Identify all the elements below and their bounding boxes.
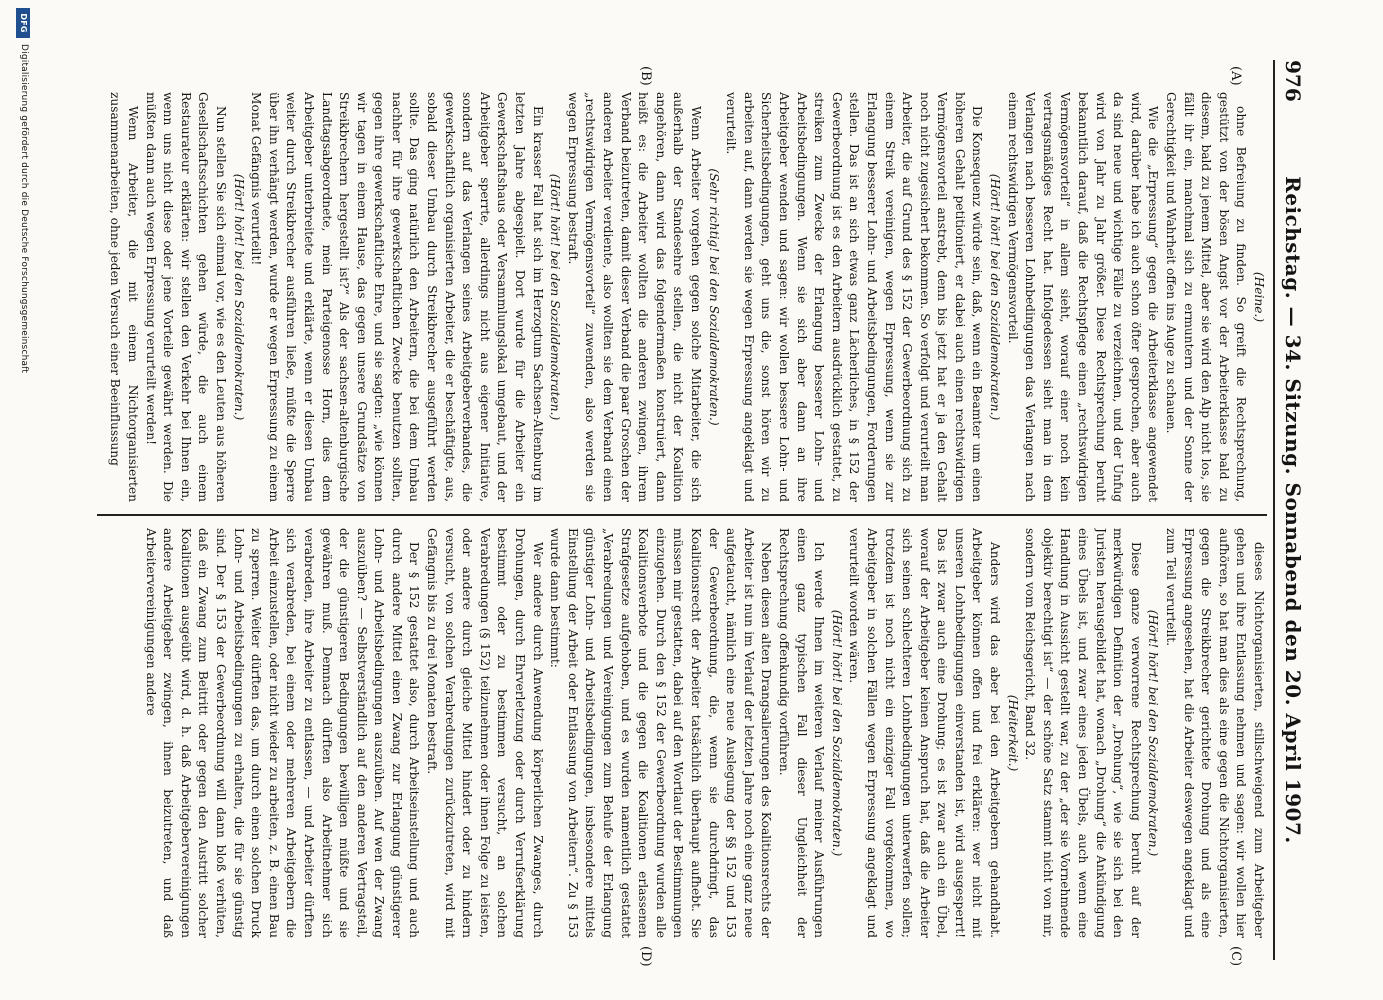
- interjection: (Heiterkeit.): [1005, 694, 1020, 772]
- paragraph: Ein krasser Fall hat sich im Herzogtum Sachsen-Altenburg im letzten Jahre abgespielt. Dort wurde für die Arbeiter ein Gewerkschaftshaus oder Versammlungslokal umgebaut, und der Arbeitgeber sperrte, allerdings nicht aus eigener Initiative, sondern auf das Verlangen seines Arbeitgeberverbandes, die gewerkschaftlich organisierten Arbeiter, die er beschäftigte, aus, sobald dieser Umbau durch Streikbrecher ausgeführt werden sollte. Das ging natürlich den Arbeitern, die bei dem Umbau nachher für ihre gewerkschaftlichen Zwecke benutzen sollten, gegen ihre gewerkschaftliche Ehre, und sie sagten: „wie können wir tagen in einem Hause, das gegen unsere Grundsätze von Streikbrechern hergestellt ist?“ Als der sachsen-altenburgische Landtagsabgeordnete, mein Parteigenosse Horn, dies dem Arbeitgeber unterbreitete und erklärte, wenn er diesen Umbau weiter durch Streikbrecher ausführen ließe, müßte die Sperre über ihn verhängt werden, wurde er wegen Erpressung zu einem Monat Gefängnis verurteilt!: [249, 92, 545, 502]
- paragraph: Der § 152 gestattet also, durch Arbeitseinstellung und auch durch andere Mittel einen Zwang zur Erlangung günstigerer Lohn- und Arbeitsbedingungen auszuüben. Auf wen der Zwang auszuüben? — Selbstverständlich auf den anderen Vertragsteil, der die günstigeren Bedingungen bewilligen müßte und sie gewähren muß. Demnach dürften also Arbeitnehmer sich verabreden, ihre Arbeiter zu entlassen, — und Arbeiter dürften sich verabreden, bei einem oder mehreren Arbeitgebern die Arbeit einzustellen, oder nicht wieder zu arbeiten, z. B. einen Bau zu sperren. Weiter dürften das, um durch einen solchen Druck Lohn- und Arbeitsbedingungen zu erhalten, die für sie günstig sind. Der § 153 der Gewerbeordnung will dann bloß verhüten, daß ein Zwang zum Beitritt oder gegen den Austritt solcher Koalitionen ausgeübt wird, d. h. daß Arbeitgebervereinigungen andere Arbeitgeber zwingen, ihnen beizutreten, und daß Arbeitervereinigungen andere: [143, 528, 422, 938]
- interjection: (Hört! hört! bei den Sozialdemokraten.): [548, 173, 563, 421]
- digitization-note: Digitalisierung gefördert durch die Deutsche Forschungsgemeinschaft: [19, 44, 29, 374]
- page-number: 976: [1281, 60, 1305, 102]
- paragraph: Wenn Arbeiter vorgehen gegen solche Mitarbeiter, die sich außerhalb der Standesehre stellen, die nicht der Koalition angehören, dann wird das folgendermaßen konstruiert, dann heißt es: die Arbeiter wollten die anderen zwingen, ihrem Verband beizutreten, damit dieser Verband die paar Groschen der anderen Arbeiter verdiente, also wollten sie dem Verband einen „rechtswidrigen Vermögensvorteil“ zuwenden, also werden sie wegen Erpressung bestraft.: [565, 92, 703, 502]
- paragraph: Nun stellen Sie sich einmal vor, wie es den Leuten aus höheren Gesellschaftsschichten gehen würde, die auch einem Restaurateur erklärten: wir stellen den Verkehr bei Ihnen ein, wenn uns nicht diese oder jene Vorteile gewährt werden. Die müßten dann auch wegen Erpressung verurteilt werden!: [143, 92, 228, 502]
- paragraph: Ich werde Ihnen im weiteren Verlauf meiner Ausführungen einen ganz typischen Fall dieser Ungleichheit der Rechtsprechung offenkundig vorführen.: [776, 528, 827, 938]
- page-title: Reichstag. — 34. Sitzung. Sonnabend den 20. April 1907.: [1281, 176, 1305, 844]
- margin-marker-a: (A): [1228, 66, 1243, 86]
- margin-marker-d: (D): [638, 946, 653, 967]
- paragraph: Neben diesen alten Drangsalierungen des Koalitionsrechts der Arbeiter ist nun im Verlauf der letzten Jahre noch eine ganz neue aufgetaucht, nämlich eine neue Auslegung der §§ 152 und 153 der Gewerbeordnung, die, wenn sie durchdringt, das Koalitionsrecht der Arbeiter tatsächlich überhaupt aufhebt. Sie müssen mir gestatten, dabei auf den Wortlaut der Bestimmungen einzugehen. Durch den § 152 der Gewerbeordnung wurden alle Koalitionsverbote und die gegen die Koalitionen erlassenen Strafgesetze aufgehoben, und es wurden namentlich gestattet „Verabredungen und Vereinigungen zum Behufe der Erlangung günstiger Lohn- und Arbeitsbedingungen, insbesondere mittels Einstellung der Arbeit oder Entlassung von Arbeitern“. Zu § 153 wurde dann bestimmt:: [548, 528, 774, 938]
- interjection: (Hört! hört! bei den Sozialdemokraten.): [829, 609, 844, 857]
- interjection: (Sehr richtig! bei den Sozialdemokraten.): [706, 168, 721, 426]
- margin-marker-b: (B): [638, 66, 653, 86]
- interjection: (Hört! hört! bei den Sozialdemokraten.): [988, 173, 1003, 421]
- paragraph: dieses Nichtorganisierten, stillschweigend zum Arbeitgeber gehen und ihre Entlassung nehmen und sagen: wir wollen hier aufhören, so hat man dies als eine gegen die Nichtorganisierten, gegen die Streikbrecher gerichtete Drohung und als eine Erpressung angesehen, hat die Arbeiter deswegen angeklagt und zum Teil verurteilt.: [1164, 528, 1266, 938]
- column-divider: [97, 514, 1267, 516]
- interjection: (Hört! hört! bei den Sozialdemokraten.): [231, 173, 246, 421]
- interjection: (Hört! hört! bei den Sozialdemokraten.): [1146, 609, 1161, 857]
- paragraph: Diese ganze verworrene Rechtsprechung beruht auf der merkwürdigen Definition der „Drohung“, wie sie sich bei den Juristen herausgebildet hat, wonach „Drohung“ die Ankündigung eines Übels ist, und zwar eines jeden Übels, auch wenn eine Handlung in Aussicht gestellt war, zu der „der sie Vornehmende objektiv berechtigt ist“ — der schöne Satz stammt nicht von mir, sondern vom Reichsgericht, Band 32.: [1023, 528, 1143, 938]
- paragraph: ohne Befreiung zu finden. So greift die Rechtsprechung, gestützt von der bösen Angst vor der Arbeiterklasse bald zu diesem, bald zu jenem Mittel, aber sie wird den Alp nicht los, sie fällt ihr ein, manchmal sich zu ermuntern und der Sonne der Gerechtigkeit und Wahrheit offen ins Auge zu schauen.: [1164, 92, 1249, 502]
- interjection: (Heine.): [1252, 271, 1266, 323]
- left-text-column: [97, 92, 1267, 502]
- paragraph: Wenn Arbeiter, die mit einem Nichtorganisierten zusammenarbeiten, ohne jeden Versuch einer Beeinflussung: [108, 92, 140, 502]
- page-header: [1273, 60, 1319, 960]
- right-text-column: [97, 528, 1267, 938]
- page-footer: [14, 0, 30, 1000]
- dfg-logo: DFG: [16, 8, 30, 38]
- paragraph: Wie die „Erpressung“ gegen die Arbeiterklasse angewendet wird, darüber habe ich auch schon öfter gesprochen, aber auch da sind neue und wichtige Fälle zu verzeichnen, und der Unfug wird von Jahr zu Jahr größer. Diese Rechtsprechung beruht bekanntlich darauf, daß die Rechtspflege einen „rechtswidrigen Vermögensvorteil“ in allem sieht, worauf einer noch kein vertragsmäßiges Recht hat. Infolgedessen sieht man in dem Verlangen nach besseren Lohnbedingungen das Verlangen nach einem rechtswidrigen Vermögensvorteil.: [1005, 92, 1161, 502]
- margin-marker-c: (C): [1228, 946, 1243, 967]
- paragraph: Die Konsequenz würde sein, daß, wenn ein Beamter um einen höheren Gehalt petitioniert, er dabei auch einen rechtswidrigen Vermögensvorteil anstrebt, denn bis jetzt hat er ja den Gehalt noch nicht zugesichert bekommen. So verfolgt und verurteilt man Arbeiter, die auf Grund des § 152 der Gewerbeordnung sich zu einem Streik vereinigen, wegen Erpressung, wenn sie zur Erlangung besserer Lohn- und Arbeitsbedingungen, Forderungen stellen. Das ist an sich etwas ganz Lächerliches, in § 152 der Gewerbeordnung ist es den Arbeitern ausdrücklich gestattet, zu streiken zum Zwecke der Erlangung besserer Lohn- und Arbeitsbedingungen. Wenn sie sich aber dann an ihre Arbeitgeber wenden und sagen: wir wollen bessere Lohn- und Sicherheitsbedingungen, geht uns die, sonst hören wir zu arbeiten auf, dann werden sie wegen Erpressung angeklagt und verurteilt.: [724, 92, 985, 502]
- paragraph: Wer andere durch Anwendung körperlichen Zwanges, durch Drohungen, durch Ehrverletzung oder durch Verrufserklärung bestimmt oder zu bestimmen versucht, an solchen Verabredungen (§ 152) teilzunehmen oder ihnen Folge zu leisten, oder andere durch gleiche Mittel hindert oder zu hindern versucht, von solchen Verabredungen zurückzutreten, wird mit Gefängnis bis zu drei Monaten bestraft.: [425, 528, 545, 938]
- paragraph: Anders wird das aber bei den Arbeitgebern gehandhabt. Arbeitgeber können offen und frei erklären: wer nicht mit unseren Lohnbedingungen einverstanden ist, wird ausgesperrt! Das ist zwar auch eine Drohung; es ist zwar auch ein Übel, worauf der Arbeitgeber keinen Anspruch hat, daß die Arbeiter sich seinen schlechteren Lohnbedingungen unterwerfen sollen; trotzdem ist noch nicht ein einziger Fall vorgekommen, wo Arbeitgeber in solchen Fällen wegen Erpressung angeklagt und verurteilt worden wären.: [847, 528, 1003, 938]
